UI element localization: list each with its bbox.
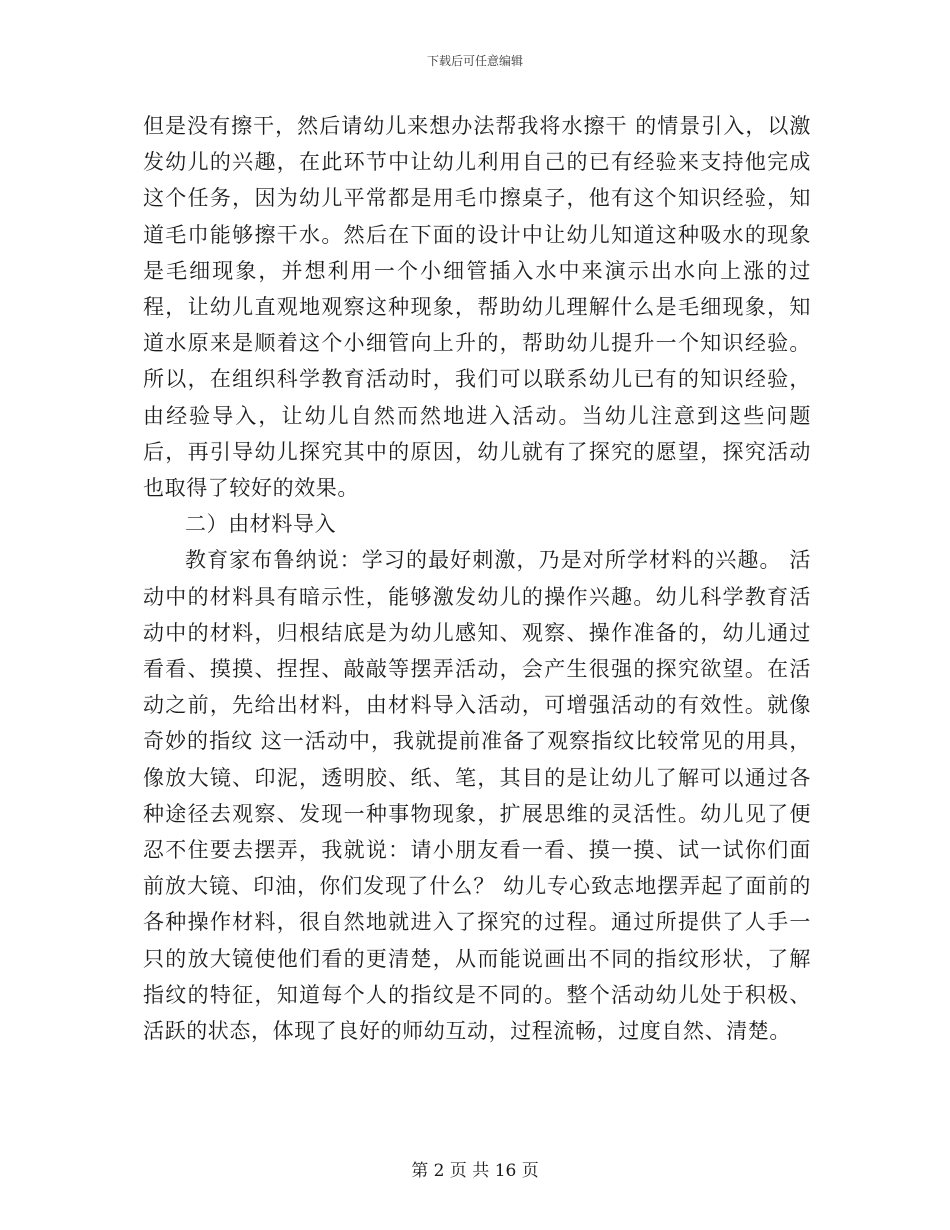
document-body	[143, 108, 811, 1049]
section-heading: 二）由材料导入	[185, 512, 337, 537]
page-number: 第 2 页 共 16 页	[411, 1161, 539, 1181]
paragraph-material-intro: 教育家布鲁纳说：学习的最好刺激，乃是对所学材料的兴趣。 活动中的材料具有暗示性，能够激发幼儿的操作兴趣。幼儿科学教育活动中的材料，归根结底是为幼儿感知、观察、操作准备的，幼儿通过看看、摸摸、捏捏、敲敲等摆弄活动，会产生很强的探究欲望。在活动之前，先给出材料，由材料导入活动，可增强活动的有效性。就像奇妙的指纹 这一活动中，我就提前准备了观察指纹比较常见的用具，像放大镜、印泥，透明胶、纸、笔，其目的是让幼儿了解可以通过各种途径去观察、发现一种事物现象，扩展思维的灵活性。幼儿见了便忍不住要去摆弄，我就说：请小朋友看一看、摸一摸、试一试你们面前放大镜、印油，你们发现了什么？ 幼儿专心致志地摆弄起了面前的各种操作材料，很自然地就进入了探究的过程。通过所提供了人手一只的放大镜使他们看的更清楚，从而能说画出不同的指纹形状，了解指纹的特征，知道每个人的指纹是不同的。整个活动幼儿处于积极、活跃的状态，体现了良好的师幼互动，过程流畅，过度自然、清楚。	[143, 548, 811, 1044]
paragraph-continuation: 但是没有擦干，然后请幼儿来想办法帮我将水擦干 的情景引入，以激发幼儿的兴趣，在此环节中让幼儿利用自己的已有经验来支持他完成这个任务，因为幼儿平常都是用毛巾擦桌子，他有这个知识经验，知道毛巾能够擦干水。然后在下面的设计中让幼儿知道这种吸水的现象是毛细现象，并想利用一个小细管插入水中来演示出水向上涨的过程，让幼儿直观地观察这种现象，帮助幼儿理解什么是毛细现象，知道水原来是顺着这个小细管向上升的，帮助幼儿提升一个知识经验。所以，在组织科学教育活动时，我们可以联系幼儿已有的知识经验，由经验导入，让幼儿自然而然地进入活动。当幼儿注意到这些问题后，再引导幼儿探究其中的原因，幼儿就有了探究的愿望，探究活动也取得了较好的效果。	[143, 114, 811, 501]
page-header: 下载后可任意编辑	[426, 54, 523, 68]
